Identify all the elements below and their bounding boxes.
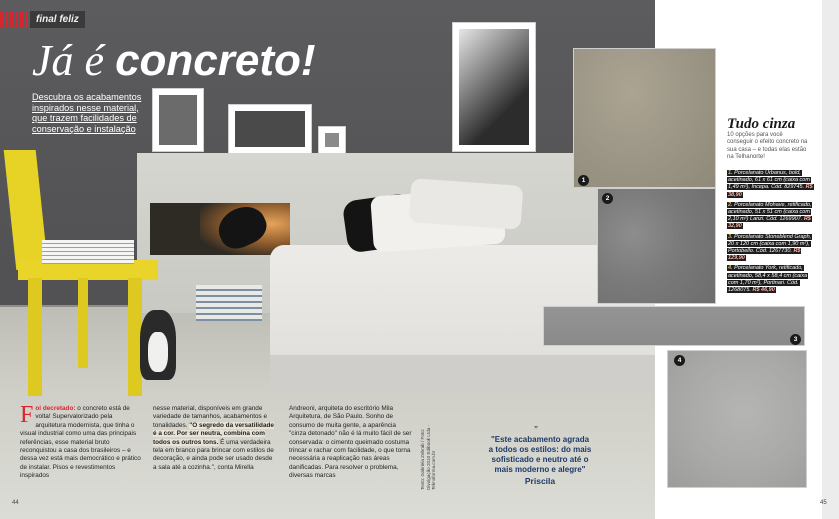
body-column-3: Andreoni, arquiteta do escritório Mila Arquitetura, de São Paulo. Sonho de consumo de muita gente, a aparência "cinza detonado" não é lá muito fácil de ser conservada: o cimento queimado costuma trincar e rachar com facilidade, o que torna necessária a reaplicação nas áreas danificadas. Para resolver o problema, diversas marcas <box>289 405 412 480</box>
page-edge <box>822 0 839 519</box>
tile-swatch-2 <box>597 188 716 304</box>
section-label: final feliz <box>30 11 85 28</box>
picture-frame <box>318 126 346 154</box>
page-number-right: 45 <box>820 500 827 506</box>
body-column-1: Foi decretado: o concreto está de volta! Supervalorizado pela arquitetura modernista, que tinha o visual industrial como uma das principais referências, esse material bruto reconquistou a casa dos brasileiros – e dessa vez está mais democrático e prático de instalar. Pisos e revestimentos inspirados <box>20 402 141 480</box>
product-item: 2. Porcelanato Mohave, retificado, acetinado, 51 x 51 cm (caixa com 2,10 m²) Lanzi. Cód. 1269907. R$ 32,90 <box>728 201 812 230</box>
section-tag <box>0 11 85 28</box>
pillow <box>409 178 524 230</box>
picture-frame <box>452 22 536 152</box>
dog <box>140 310 176 380</box>
photo-credit: Texto: Gabriela Zebrab / Foto: Divulgação 2010 Edibook Ltda · Teknoforma.com.br <box>420 424 436 490</box>
quote-icon: ” <box>534 425 538 434</box>
pull-quote: "Este acabamento agrada a todos os estilos: do mais sofisticado e neutro até o mais moderno e alegre" <box>488 435 592 474</box>
body-column-2: nesse material, disponíveis em grande variedade de tamanhos, acabamentos e tonalidades. "O segredo da versatilidade é a cor. Por ser neutra, combina com todos os outros tons. É uma verdadeira tela em branco para brincar com estilos de decoração, e ainda pode ser usado desde a sala até a cozinha.", conta Mirella <box>153 405 274 471</box>
tile-swatch-3 <box>543 306 805 346</box>
box-intro: 10 opções para você conseguir o efeito concreto na sua casa – e todas elas estão na Telhanorte! <box>727 132 808 161</box>
page-number-left: 44 <box>12 500 19 506</box>
picture-frame <box>228 104 312 154</box>
box-title: Tudo cinza <box>727 116 796 132</box>
product-item: 4. Porcelanato York, retificado, acetinado, 58,4 x 58,4 cm (caixa com 1,70 m²), Portinari. Cód. 1268075. R$ 46,90 <box>728 265 808 294</box>
swatch-number: 2 <box>602 193 613 204</box>
magazines <box>42 240 134 264</box>
swatch-number: 1 <box>578 175 589 186</box>
headline: Já é concreto! <box>32 36 316 85</box>
swatch-number: 3 <box>790 334 801 345</box>
drop-cap: F <box>20 402 34 428</box>
magazine-stack <box>196 285 262 321</box>
picture-frame <box>152 88 204 152</box>
quote-author: Priscila <box>524 476 556 486</box>
deck: Descubra os acabamentos inspirados nesse material, que trazem facilidades de conservação e instalação <box>32 92 142 134</box>
tile-swatch-4 <box>667 350 807 488</box>
product-item: 3. Porcelanato Stoneblend Graph, 20 x 120 cm (caixa com 1,90 m²), Portobello. Cód. 1267730. R$ 129,90 <box>728 233 812 262</box>
tile-swatch-1 <box>573 48 716 188</box>
product-list <box>727 170 813 297</box>
product-item: 1. Porcelanato Urbanus, bold, acetinado, 61 x 61 cm (caixa com 1,49 m²), Incepa. Cód. 829745. R$ 38,90 <box>728 170 813 198</box>
swatch-number: 4 <box>674 355 685 366</box>
stripes-icon <box>0 11 30 28</box>
